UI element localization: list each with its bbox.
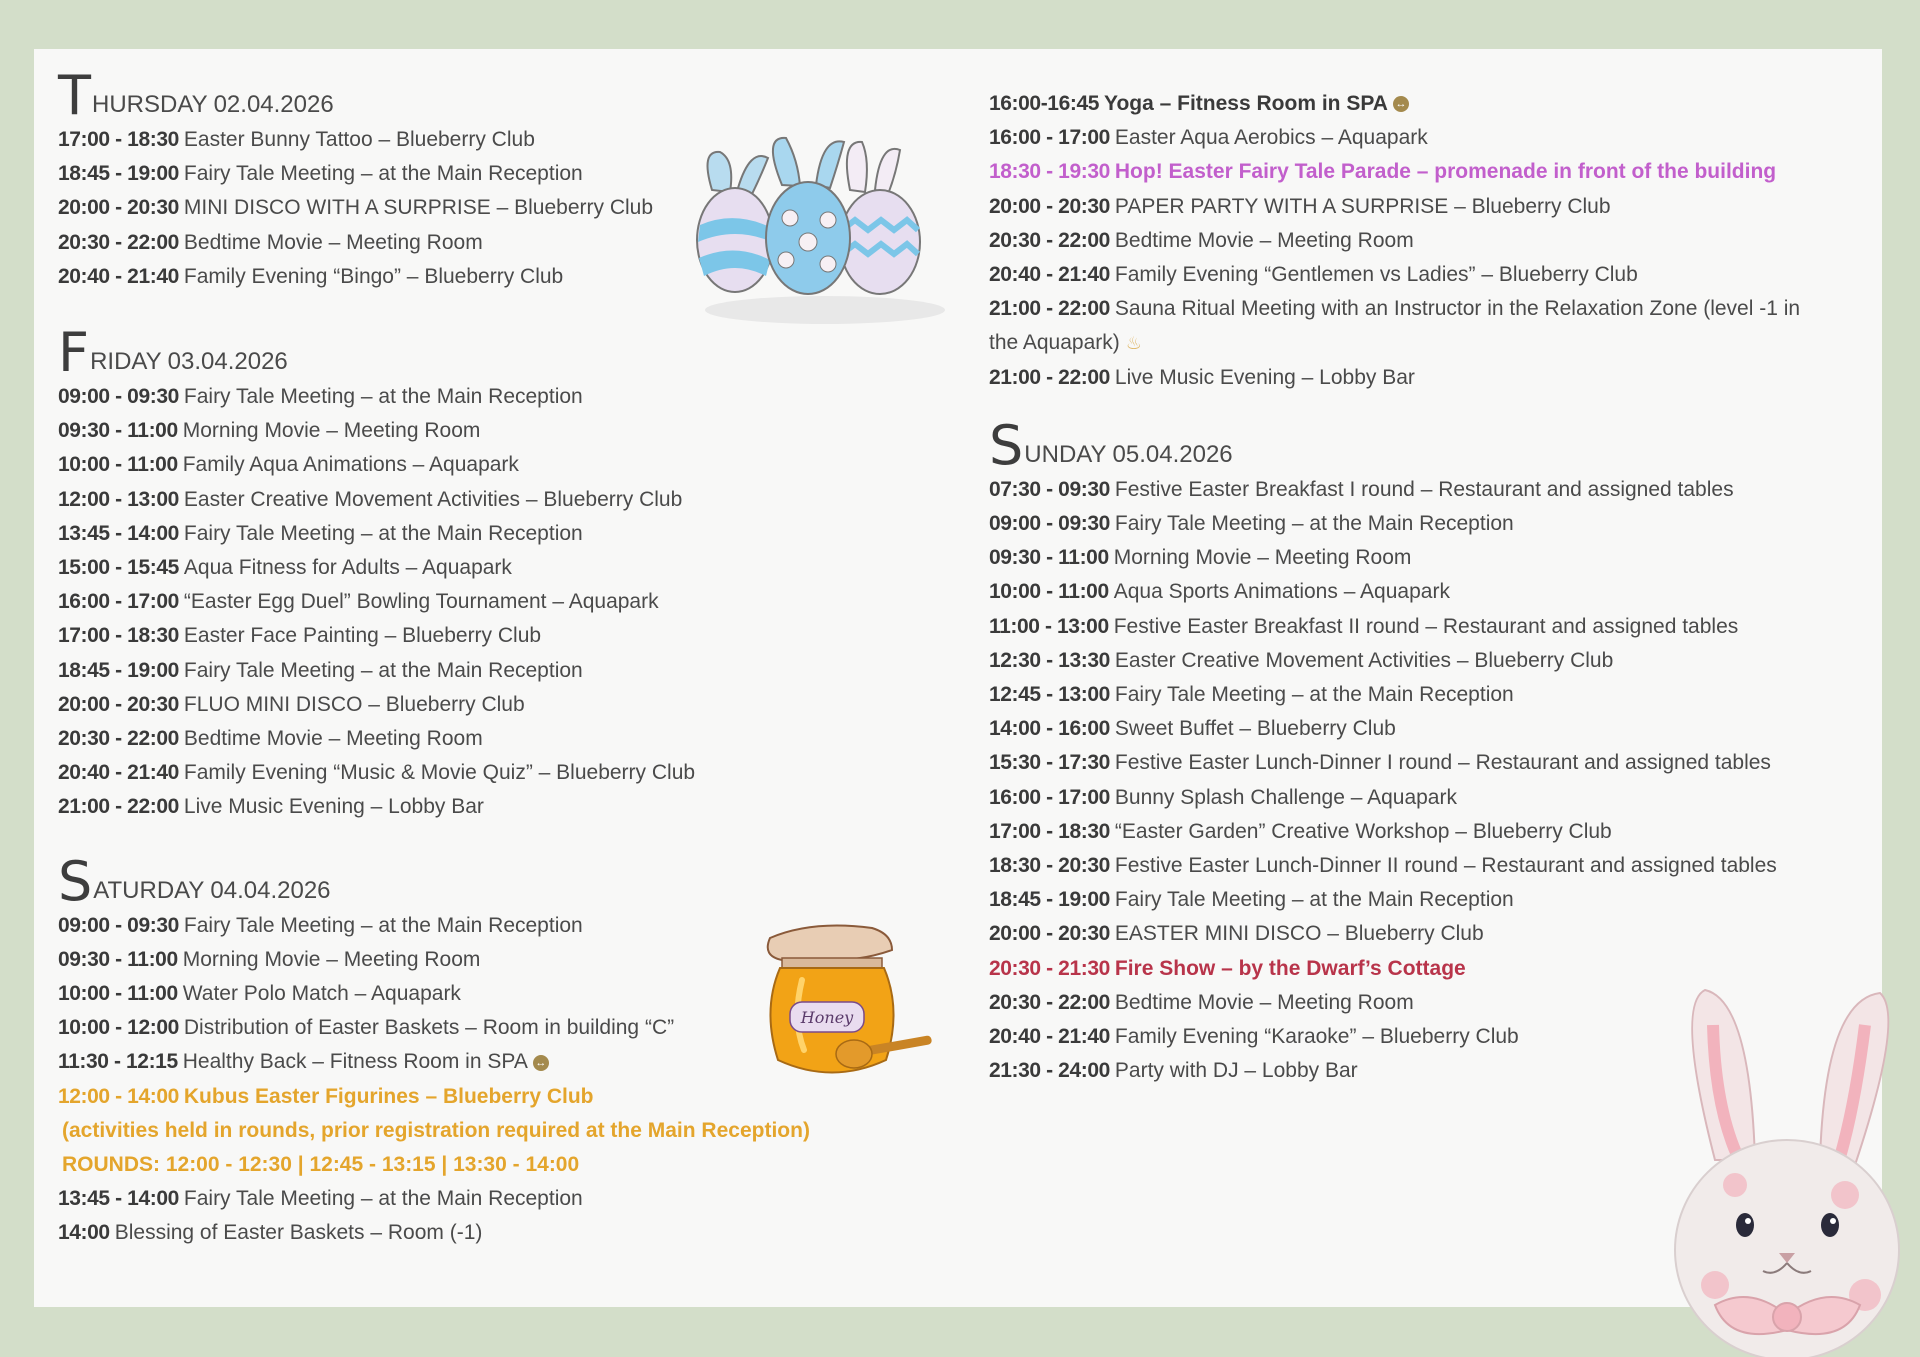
honey-label: Honey	[800, 1008, 854, 1027]
event-time: 10:00 - 11:00	[58, 982, 178, 1006]
event-row	[989, 541, 1829, 575]
event-time: 20:30 - 21:30	[989, 956, 1110, 980]
event-desc: Easter Aqua Aerobics – Aquapark	[1114, 126, 1428, 150]
day-heading-thursday	[58, 61, 818, 127]
event-desc: Fire Show – by the Dwarf’s Cottage	[1114, 956, 1466, 980]
event-desc: FLUO MINI DISCO – Blueberry Club	[183, 692, 525, 716]
event-desc: Festive Easter Lunch-Dinner II round – Restaurant and assigned tables	[1114, 854, 1777, 878]
event-time: 20:00 - 20:30	[989, 922, 1110, 946]
event-row	[58, 414, 818, 448]
event-time: 20:30 - 22:00	[58, 230, 179, 254]
easter-eggs-illustration	[690, 130, 960, 330]
day-date: 02.04.2026	[213, 91, 334, 118]
event-desc: Distribution of Easter Baskets – Room in building “C”	[183, 1016, 675, 1040]
event-time: 16:00 - 17:00	[989, 785, 1110, 809]
event-row	[58, 654, 818, 688]
event-time: 09:00 - 09:30	[989, 512, 1110, 536]
event-time: 21:00 - 22:00	[989, 297, 1110, 321]
day-name: ATURDAY	[93, 876, 205, 904]
event-row	[989, 815, 1829, 849]
event-row	[989, 258, 1829, 292]
event-time: 13:45 - 14:00	[58, 521, 179, 545]
event-time: 20:00 - 20:30	[989, 194, 1110, 218]
event-desc: Fairy Tale Meeting – at the Main Reception	[183, 658, 583, 682]
event-desc: Festive Easter Lunch-Dinner I round – Restaurant and assigned tables	[1114, 751, 1771, 775]
event-desc: Healthy Back – Fitness Room in SPA	[182, 1050, 528, 1074]
event-desc: Family Evening “Bingo” – Blueberry Club	[183, 264, 564, 288]
day-initial: F	[58, 321, 90, 385]
event-row	[58, 448, 818, 482]
event-desc: Yoga – Fitness Room in SPA	[1104, 92, 1388, 115]
event-desc: Fairy Tale Meeting – at the Main Reception	[183, 162, 583, 186]
event-row	[58, 517, 818, 551]
event-row-highlight	[989, 155, 1829, 189]
event-desc: Fairy Tale Meeting – at the Main Reception	[1114, 512, 1514, 536]
event-desc: Blessing of Easter Baskets – Room (-1)	[114, 1221, 483, 1245]
event-desc: Fairy Tale Meeting – at the Main Reception	[1114, 888, 1514, 912]
day-date: 04.04.2026	[210, 876, 331, 904]
day-initial: S	[989, 413, 1024, 477]
event-row	[989, 224, 1829, 258]
event-time: 20:30 - 22:00	[58, 727, 179, 751]
event-desc: Family Aqua Animations – Aquapark	[182, 453, 519, 477]
event-row	[989, 361, 1829, 395]
event-desc: Morning Movie – Meeting Room	[182, 419, 481, 443]
event-time: 18:45 - 19:00	[58, 658, 179, 682]
event-time: 20:00 - 20:30	[58, 196, 179, 220]
event-desc: Family Evening “Gentlemen vs Ladies” – Blueberry Club	[1114, 263, 1638, 287]
event-time: 18:30 - 20:30	[989, 854, 1110, 878]
event-desc: Live Music Evening – Lobby Bar	[1114, 365, 1415, 389]
event-row	[989, 575, 1829, 609]
event-row	[58, 977, 818, 1011]
event-time: 14:00	[58, 1221, 110, 1245]
event-time: 10:00 - 12:00	[58, 1016, 179, 1040]
event-time: 11:00 - 13:00	[989, 614, 1109, 638]
event-desc: Easter Bunny Tattoo – Blueberry Club	[183, 128, 535, 151]
event-row	[989, 121, 1829, 155]
event-time: 16:00 - 17:00	[58, 590, 179, 614]
event-row	[989, 746, 1829, 780]
event-list-friday	[58, 380, 818, 825]
event-desc: Hop! Easter Fairy Tale Parade – promenade in front of the building	[1114, 160, 1777, 184]
event-desc: MINI DISCO WITH A SURPRISE – Blueberry Club	[183, 196, 654, 220]
event-time: 20:40 - 21:40	[58, 761, 179, 785]
event-time: 18:45 - 19:00	[58, 162, 179, 186]
day-heading-sunday	[989, 411, 1829, 477]
kubus-note: (activities held in rounds, prior registration required at the Main Reception)	[62, 1118, 810, 1142]
event-row	[58, 722, 818, 756]
event-row	[58, 790, 818, 824]
event-desc: Bedtime Movie – Meeting Room	[1114, 228, 1414, 252]
event-time: 16:00 - 17:00	[989, 126, 1110, 150]
honey-jar-illustration	[752, 920, 942, 1090]
event-row	[989, 87, 1829, 121]
event-row	[989, 712, 1829, 746]
event-row	[989, 292, 1809, 360]
event-time: 18:45 - 19:00	[989, 888, 1110, 912]
event-time: 09:30 - 11:00	[58, 419, 178, 443]
event-time: 17:00 - 18:30	[58, 128, 179, 151]
event-row	[58, 756, 818, 790]
event-desc: Fairy Tale Meeting – at the Main Reception	[183, 1187, 583, 1211]
event-time: 21:00 - 22:00	[58, 795, 179, 819]
event-row	[58, 1182, 818, 1216]
event-row	[58, 1011, 818, 1045]
event-row	[58, 909, 818, 943]
event-time: 12:30 - 13:30	[989, 648, 1110, 672]
event-desc: Bedtime Movie – Meeting Room	[183, 727, 483, 751]
event-row	[989, 644, 1829, 678]
event-time: 17:00 - 18:30	[989, 819, 1110, 843]
event-desc: Bedtime Movie – Meeting Room	[183, 230, 483, 254]
event-time: 18:30 - 19:30	[989, 160, 1110, 184]
event-row	[989, 917, 1829, 951]
day-name: RIDAY	[90, 348, 162, 376]
day-date: 03.04.2026	[167, 348, 288, 376]
event-row	[58, 1045, 818, 1079]
event-row	[989, 883, 1829, 917]
event-desc: Family Evening “Music & Movie Quiz” – Blueberry Club	[183, 761, 696, 785]
event-time: 10:00 - 11:00	[58, 453, 178, 477]
floral-bunny-illustration	[1655, 985, 1920, 1357]
event-desc: Morning Movie – Meeting Room	[182, 947, 481, 971]
event-desc: Festive Easter Breakfast I round – Restaurant and assigned tables	[1114, 477, 1734, 501]
event-time: 17:00 - 18:30	[58, 624, 179, 648]
event-row	[58, 585, 818, 619]
event-row	[58, 483, 818, 517]
event-time: 12:00 - 13:00	[58, 487, 179, 511]
event-desc: Easter Creative Movement Activities – Blueberry Club	[1114, 648, 1614, 672]
event-time: 09:30 - 11:00	[989, 546, 1109, 570]
event-time: 11:30 - 12:15	[58, 1050, 178, 1074]
event-row	[989, 849, 1829, 883]
day-name: HURSDAY	[92, 91, 208, 118]
event-row	[58, 619, 818, 653]
event-row-highlight	[989, 952, 1829, 986]
event-desc: Sauna Ritual Meeting with an Instructor in the Relaxation Zone (level -1 in the Aquapark)	[989, 297, 1801, 355]
event-desc: Fairy Tale Meeting – at the Main Reception	[183, 385, 583, 409]
event-row	[989, 678, 1829, 712]
event-time: 09:30 - 11:00	[58, 947, 178, 971]
day-initial: T	[58, 64, 91, 127]
event-desc: Bedtime Movie – Meeting Room	[1114, 990, 1414, 1014]
event-list-saturday	[58, 909, 818, 1251]
day-name: UNDAY	[1024, 440, 1107, 468]
event-row	[58, 551, 818, 585]
event-desc: “Easter Egg Duel” Bowling Tournament – Aquapark	[183, 590, 659, 614]
spa-icon: ↔	[533, 1055, 549, 1071]
event-desc: Live Music Evening – Lobby Bar	[183, 795, 484, 819]
event-time: 21:00 - 22:00	[989, 365, 1110, 389]
event-time: 20:40 - 21:40	[58, 264, 179, 288]
event-time: 13:45 - 14:00	[58, 1187, 179, 1211]
event-time: 20:40 - 21:40	[989, 263, 1110, 287]
event-desc: “Easter Garden” Creative Workshop – Blueberry Club	[1114, 819, 1612, 843]
spa-icon: ↔	[1393, 96, 1409, 112]
day-date: 05.04.2026	[1112, 440, 1233, 468]
event-desc: Bunny Splash Challenge – Aquapark	[1114, 785, 1457, 809]
event-time: 14:00 - 16:00	[989, 717, 1110, 741]
event-time: 07:30 - 09:30	[989, 477, 1110, 501]
event-time: 20:30 - 22:00	[989, 228, 1110, 252]
kubus-rounds: ROUNDS: 12:00 - 12:30 | 12:45 - 13:15 | 13:30 - 14:00	[62, 1153, 580, 1177]
event-row	[58, 380, 818, 414]
event-desc: Fairy Tale Meeting – at the Main Reception	[1114, 683, 1514, 707]
event-time: 10:00 - 11:00	[989, 580, 1109, 604]
event-time: 20:40 - 21:40	[989, 1025, 1110, 1049]
event-desc: Easter Face Painting – Blueberry Club	[183, 624, 542, 648]
event-time: 12:45 - 13:00	[989, 683, 1110, 707]
day-heading-saturday	[58, 847, 818, 913]
event-time: 12:00 - 14:00	[58, 1084, 179, 1108]
event-time: 21:30 - 24:00	[989, 1059, 1110, 1083]
event-time: 09:00 - 09:30	[58, 913, 179, 937]
event-row	[989, 781, 1829, 815]
event-row	[58, 688, 818, 722]
event-desc: Fairy Tale Meeting – at the Main Reception	[183, 521, 583, 545]
event-desc: Fairy Tale Meeting – at the Main Reception	[183, 913, 583, 937]
event-row	[989, 610, 1829, 644]
event-desc: PAPER PARTY WITH A SURPRISE – Blueberry Club	[1114, 194, 1611, 218]
event-row	[989, 507, 1829, 541]
right-column	[989, 87, 1829, 1088]
event-list-saturday-cont	[989, 87, 1829, 395]
event-desc: Sweet Buffet – Blueberry Club	[1114, 717, 1396, 741]
event-time: 15:30 - 17:30	[989, 751, 1110, 775]
event-time: 09:00 - 09:30	[58, 385, 179, 409]
event-row	[58, 943, 818, 977]
event-row	[58, 1216, 818, 1250]
event-row	[989, 473, 1829, 507]
event-desc: Easter Creative Movement Activities – Blueberry Club	[183, 487, 683, 511]
event-time: 20:00 - 20:30	[58, 692, 179, 716]
event-desc: Party with DJ – Lobby Bar	[1114, 1059, 1358, 1083]
event-desc: Aqua Sports Animations – Aquapark	[1113, 580, 1450, 604]
event-desc: EASTER MINI DISCO – Blueberry Club	[1114, 922, 1484, 946]
event-row	[989, 190, 1829, 224]
event-desc: Aqua Fitness for Adults – Aquapark	[183, 556, 512, 580]
event-desc: Water Polo Match – Aquapark	[182, 982, 461, 1006]
event-desc: Family Evening “Karaoke” – Blueberry Club	[1114, 1025, 1519, 1049]
event-time: 15:00 - 15:45	[58, 556, 179, 580]
event-time: 16:00-16:45	[989, 92, 1100, 115]
event-desc: Kubus Easter Figurines – Blueberry Club	[183, 1084, 594, 1108]
sauna-icon: ♨	[1125, 333, 1142, 354]
event-time: 20:30 - 22:00	[989, 990, 1110, 1014]
event-desc: Festive Easter Breakfast II round – Restaurant and assigned tables	[1113, 614, 1739, 638]
event-desc: Morning Movie – Meeting Room	[1113, 546, 1412, 570]
event-row-highlight	[58, 1080, 818, 1114]
day-initial: S	[58, 849, 93, 913]
